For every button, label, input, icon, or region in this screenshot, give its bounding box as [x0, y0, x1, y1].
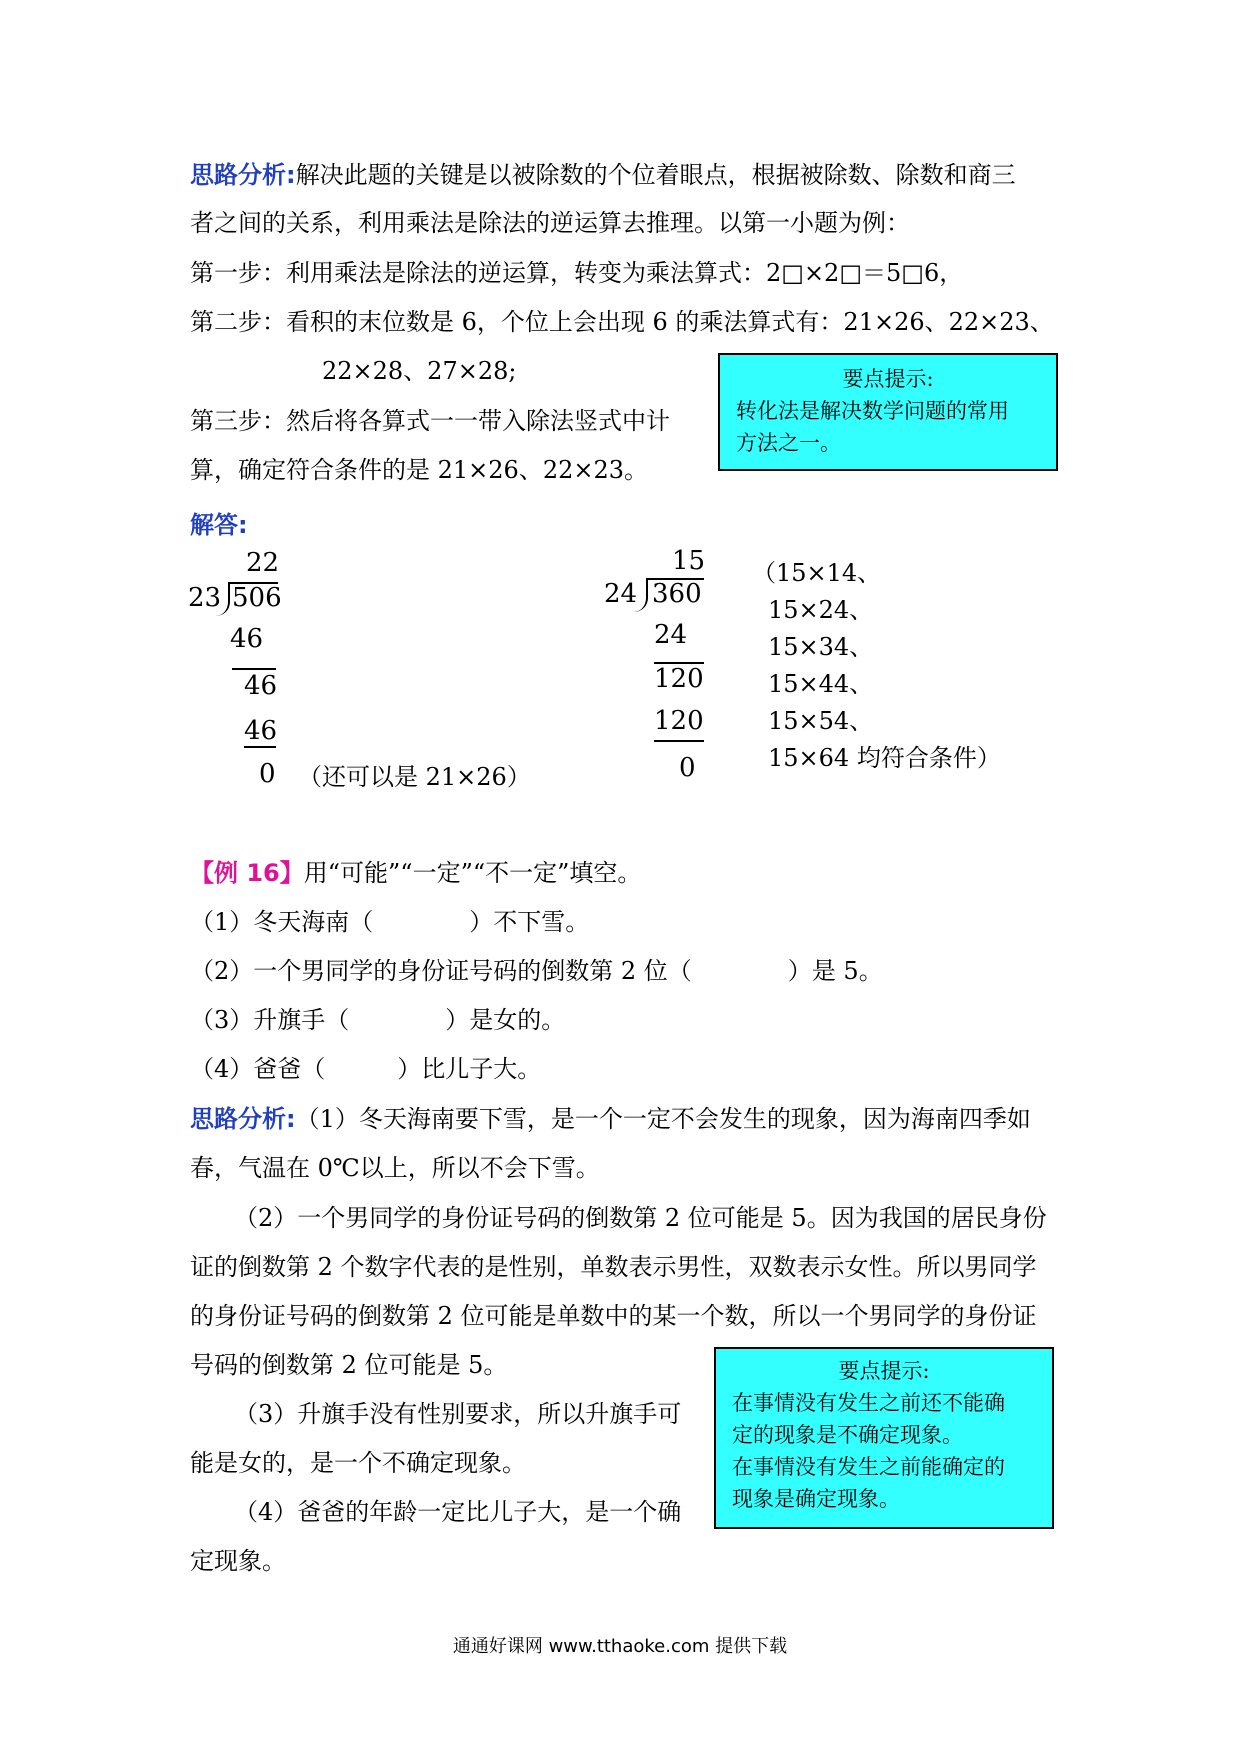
analysis-3-line-2: 能是女的，是一个不确定现象。 [190, 1449, 526, 1477]
subtraction-line [654, 740, 704, 742]
partial-remainder: 46 [244, 671, 278, 701]
tip-line: 定的现象是不确定现象。 [732, 1423, 963, 1447]
quotient: 22 [246, 548, 280, 578]
tip-line: 在事情没有发生之前还不能确 [732, 1391, 1005, 1415]
partial-product: 120 [654, 706, 704, 736]
tip-box-1 [718, 353, 1058, 471]
subtraction-line [232, 668, 276, 670]
divisor: 24 [604, 579, 638, 609]
tip-line: 在事情没有发生之前能确定的 [732, 1455, 1005, 1479]
example-prompt-text: 用“可能”“一定”“不一定”填空。 [303, 859, 642, 887]
step-1: 第一步：利用乘法是除法的逆运算，转变为乘法算式：2□×2□＝5□6， [190, 259, 964, 287]
analysis-label: 思路分析: [190, 161, 296, 189]
footer-text: 通通好课网 www.tthaoke.com 提供下载 [452, 1636, 788, 1657]
question-1: （1）冬天海南（ ）不下雪。 [190, 908, 590, 936]
tip-box-2 [714, 1347, 1054, 1529]
question-4: （4）爸爸（ ）比儿子大。 [190, 1055, 542, 1083]
step-2: 第二步：看积的末位数是 6，个位上会出现 6 的乘法算式有：21×26、22×23、 [190, 308, 1054, 336]
tip-line: 转化法是解决数学问题的常用 [736, 399, 1009, 423]
remainder: 0 [259, 759, 276, 789]
partial-product: 24 [654, 620, 688, 650]
analysis-paragraph-2 [190, 1104, 1031, 1134]
question-3: （3）升旗手（ ）是女的。 [190, 1006, 566, 1034]
partial-product: 46 [230, 624, 264, 654]
tip-title: 要点提示: [838, 1359, 930, 1383]
analysis-line-2: 者之间的关系，利用乘法是除法的逆运算去推理。以第一小题为例： [190, 209, 910, 237]
analysis-text: 解决此题的关键是以被除数的个位着眼点，根据被除数、除数和商三 [295, 161, 1016, 189]
analysis-text: （1）冬天海南要下雪，是一个一定不会发生的现象，因为海南四季如 [295, 1105, 1031, 1133]
dividend: 360 [652, 579, 702, 609]
tip-line: 现象是确定现象。 [732, 1487, 900, 1511]
answer-list-item: 15×44、 [768, 670, 874, 698]
divisor: 23 [188, 583, 222, 613]
analysis-2-line-4: 号码的倒数第 2 位可能是 5。 [190, 1351, 508, 1379]
step-2-continued: 22×28、27×28; [322, 357, 517, 385]
analysis-2-line-2: 证的倒数第 2 个数字代表的是性别，单数表示男性，双数表示女性。所以男同学 [190, 1253, 1037, 1281]
analysis-3-line-1: （3）升旗手没有性别要求，所以升旗手可 [234, 1400, 682, 1428]
quotient: 15 [672, 546, 706, 576]
answer-list-item: 15×54、 [768, 707, 874, 735]
answer-label: 解答: [190, 511, 248, 539]
remainder: 0 [679, 753, 696, 783]
step-3-line-1: 第三步：然后将各算式一一带入除法竖式中计 [190, 407, 670, 435]
dividend: 506 [232, 583, 282, 613]
tip-line: 方法之一。 [736, 431, 841, 455]
example-16-prompt [190, 858, 641, 888]
partial-remainder: 120 [654, 664, 704, 694]
analysis-1-line-2: 春，气温在 0℃以上，所以不会下雪。 [190, 1154, 600, 1182]
subtraction-line [244, 746, 276, 748]
analysis-4-line-1: （4）爸爸的年龄一定比儿子大，是一个确 [234, 1498, 682, 1526]
answer-list-item: （15×14、 [752, 559, 882, 587]
analysis-paragraph-1 [190, 160, 1016, 190]
analysis-4-line-2: 定现象。 [190, 1547, 286, 1575]
partial-product: 46 [244, 716, 278, 746]
question-2: （2）一个男同学的身份证号码的倒数第 2 位（ ）是 5。 [190, 957, 883, 985]
example-tag: 【例 16】 [190, 859, 304, 887]
analysis-2-line-1: （2）一个男同学的身份证号码的倒数第 2 位可能是 5。因为我国的居民身份 [234, 1204, 1047, 1232]
analysis-label: 思路分析: [190, 1105, 296, 1133]
tip-title: 要点提示: [842, 367, 934, 391]
division-note: （还可以是 21×26） [298, 763, 531, 791]
step-3-line-2: 算，确定符合条件的是 21×26、22×23。 [190, 456, 649, 484]
answer-list-item: 15×64 均符合条件） [768, 744, 1001, 772]
analysis-2-line-3: 的身份证号码的倒数第 2 位可能是单数中的某一个数，所以一个男同学的身份证 [190, 1302, 1037, 1330]
answer-list-item: 15×24、 [768, 596, 874, 624]
answer-list-item: 15×34、 [768, 633, 874, 661]
